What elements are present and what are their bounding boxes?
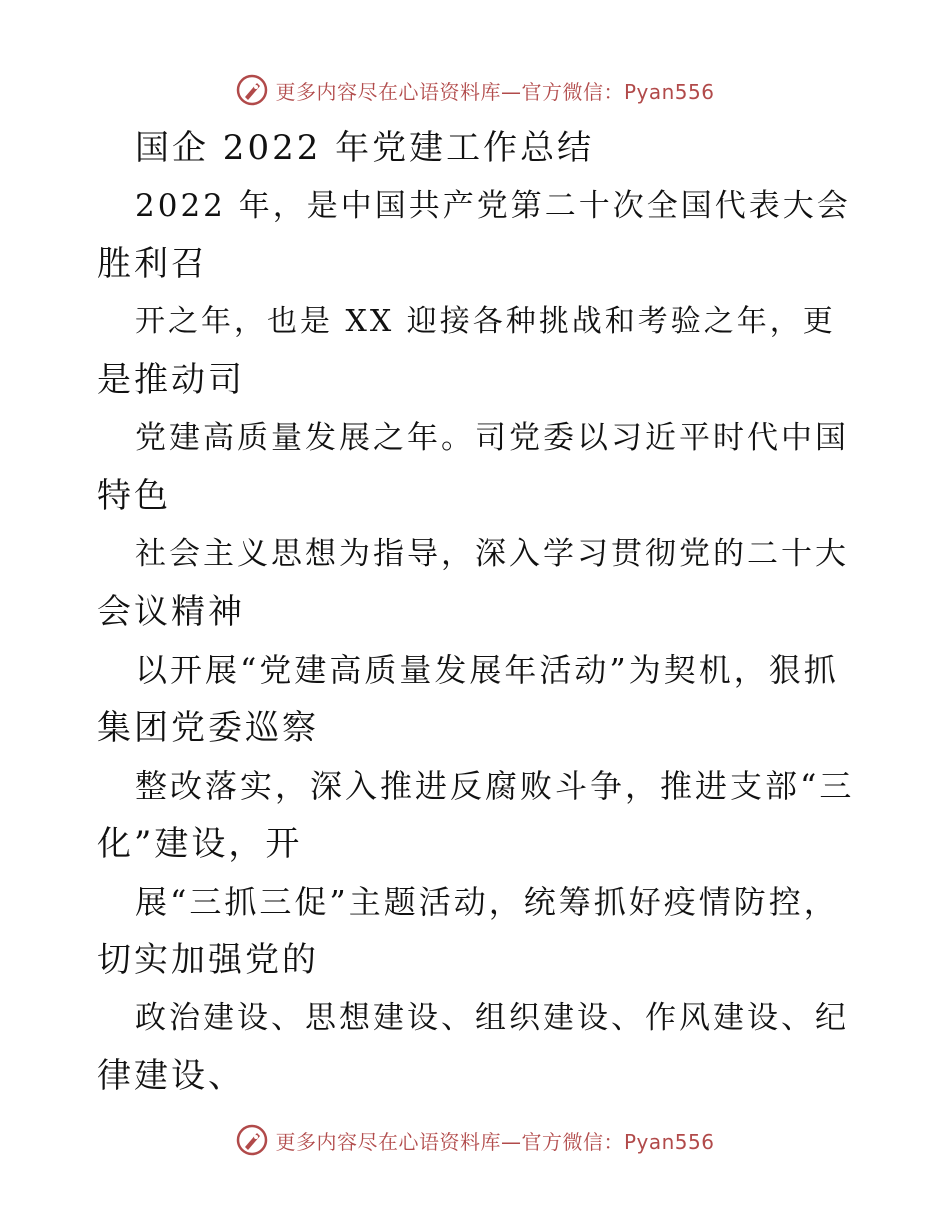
paragraph-line: 以开展“党建高质量发展年活动”为契机，狠抓 bbox=[135, 651, 839, 689]
paragraph-line: 展“三抓三促”主题活动，统筹抓好疫情防控， bbox=[135, 883, 839, 921]
header-watermark bbox=[0, 70, 950, 110]
paragraph-line: 党建高质量发展之年。司党委以习近平时代中国 bbox=[135, 420, 849, 456]
paragraph-line: 胜利召 bbox=[97, 244, 208, 284]
paragraph-line: 特色 bbox=[97, 476, 171, 516]
pen-nib-logo-icon bbox=[235, 1123, 269, 1157]
pen-nib-logo-icon bbox=[235, 73, 269, 107]
paragraph-line: 2022 年，是中国共产党第二十次全国代表大会 bbox=[135, 188, 851, 224]
paragraph-line: 社会主义思想为指导，深入学习贯彻党的二十大 bbox=[135, 536, 849, 572]
paragraph-line: 整改落实，深入推进反腐败斗争，推进支部“三 bbox=[135, 767, 855, 805]
footer-watermark bbox=[0, 1120, 950, 1160]
paragraph-line: 是推动司 bbox=[97, 360, 245, 400]
paragraph-line: 会议精神 bbox=[97, 592, 245, 632]
watermark-text: 更多内容尽在心语资料库—官方微信：Pyan556 bbox=[275, 1129, 715, 1154]
paragraph-line: 集团党委巡察 bbox=[97, 708, 319, 748]
document-title: 国企 2022 年党建工作总结 bbox=[135, 128, 595, 168]
watermark-text: 更多内容尽在心语资料库—官方微信：Pyan556 bbox=[275, 79, 715, 104]
paragraph-line: 切实加强党的 bbox=[97, 940, 319, 980]
paragraph-line: 政治建设、思想建设、组织建设、作风建设、纪 bbox=[135, 1000, 849, 1036]
paragraph-line: 开之年，也是 XX 迎接各种挑战和考验之年，更 bbox=[135, 304, 836, 339]
paragraph-line: 律建设、 bbox=[97, 1056, 245, 1096]
paragraph-line: 化”建设，开 bbox=[97, 824, 303, 864]
